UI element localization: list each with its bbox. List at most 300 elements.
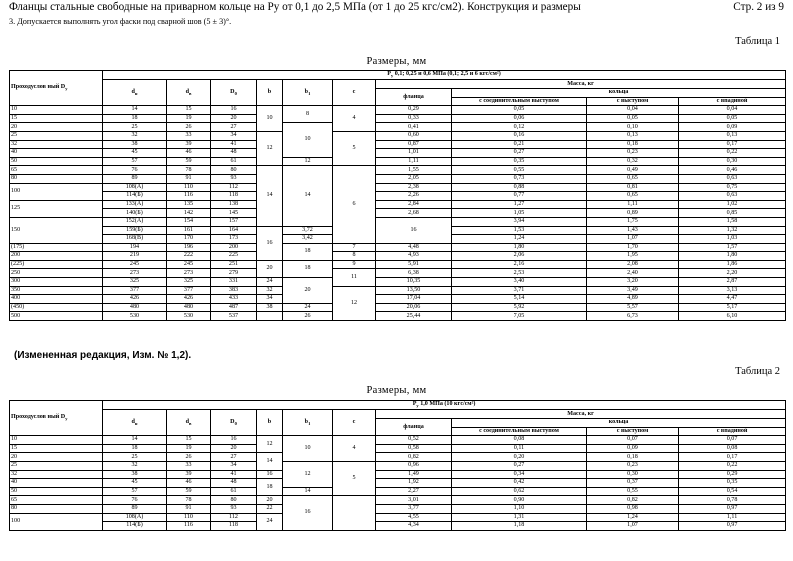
ring-mass-header: кольца xyxy=(452,419,786,428)
cell-b: 14 xyxy=(257,453,283,470)
table1 xyxy=(9,70,786,321)
table-row xyxy=(10,183,786,192)
cell-ring-recess-mass: 0,04 xyxy=(679,106,786,115)
table2-body xyxy=(10,401,786,531)
cell-ring-ledge-mass: 0,23 xyxy=(587,461,679,470)
cell-ring-proj-mass: 1,53 xyxy=(452,226,587,235)
cell-dB: 33 xyxy=(167,461,211,470)
c-header: c xyxy=(333,80,376,106)
cell-flange-mass: 2,38 xyxy=(376,183,452,192)
cell-ring-recess-mass: 2,87 xyxy=(679,278,786,287)
cell-D0: 27 xyxy=(211,453,257,462)
cell-ring-recess-mass: 0,29 xyxy=(679,470,786,479)
cell-b: 16 xyxy=(376,217,452,243)
cell-flange-mass: 2,84 xyxy=(376,200,452,209)
cell-flange-mass: 13,50 xyxy=(376,286,452,295)
ring-proj-header: с соединительным выступом xyxy=(452,427,587,436)
cell-ring-ledge-mass: 0,65 xyxy=(587,174,679,183)
cell-dB: 19 xyxy=(167,114,211,123)
cell-ring-ledge-mass: 2,08 xyxy=(587,260,679,269)
cell-dH: 159(Б) xyxy=(103,226,167,235)
cell-b xyxy=(257,312,283,321)
cell-flange-mass: 4,48 xyxy=(376,243,452,252)
cell-dH: 76 xyxy=(103,496,167,505)
cell-D0: 145 xyxy=(211,209,257,218)
table2 xyxy=(9,400,786,531)
cell-ring-ledge-mass: 1,07 xyxy=(587,522,679,531)
cell-dn: 40 xyxy=(10,149,103,158)
cell-dB: 196 xyxy=(167,243,211,252)
cell-ring-ledge-mass: 0,49 xyxy=(587,166,679,175)
cell-b1: 14 xyxy=(283,166,333,226)
cell-dH: 108(А) xyxy=(103,513,167,522)
cell-ring-ledge-mass: 4,89 xyxy=(587,295,679,304)
cell-flange-mass: 0,41 xyxy=(376,123,452,132)
table-row xyxy=(10,166,786,175)
b-header: b xyxy=(257,410,283,436)
cell-ring-proj-mass: 0,21 xyxy=(452,140,587,149)
cell-flange-mass: 5,91 xyxy=(376,260,452,269)
cell-dB: 110 xyxy=(167,183,211,192)
table2-label: Таблица 2 xyxy=(735,366,780,377)
cell-dn: (450) xyxy=(10,303,103,312)
cell-dB: 46 xyxy=(167,479,211,488)
cell-b: 24 xyxy=(257,278,283,287)
cell-dn: 20 xyxy=(10,123,103,132)
cell-flange-mass: 3,77 xyxy=(376,504,452,513)
table-row xyxy=(10,260,786,269)
cell-ring-recess-mass: 0,97 xyxy=(679,504,786,513)
cell-ring-recess-mass: 1,11 xyxy=(679,513,786,522)
cell-dH: 108(А) xyxy=(103,183,167,192)
cell-dB: 480 xyxy=(167,303,211,312)
dn-header: Проходуслов ный $D_y$ xyxy=(10,71,103,106)
cell-D0: 80 xyxy=(211,166,257,175)
cell-dH: 57 xyxy=(103,487,167,496)
D0-header: $D_0$ xyxy=(211,410,257,436)
cell-D0: 48 xyxy=(211,479,257,488)
table-row xyxy=(10,461,786,470)
dH-header: $d_н$ xyxy=(103,410,167,436)
cell-ring-recess-mass: 0,22 xyxy=(679,461,786,470)
cell-dn: 65 xyxy=(10,496,103,505)
pressure-header: $P_y$ 0,1; 0,25 и 0,6 МПа (0,1; 2,5 и 6 кгс/см²) xyxy=(103,71,786,80)
cell-ring-ledge-mass: 0,98 xyxy=(587,504,679,513)
cell-dn: 150 xyxy=(10,217,103,243)
cell-ring-proj-mass: 0,73 xyxy=(452,174,587,183)
table-row xyxy=(10,303,786,312)
cell-dn: 40 xyxy=(10,479,103,488)
cell-b: 16 xyxy=(257,470,283,479)
cell-ring-proj-mass: 0,08 xyxy=(452,436,587,445)
mass-header: Масса, кг xyxy=(376,410,786,419)
cell-ring-recess-mass: 0,46 xyxy=(679,166,786,175)
cell-ring-proj-mass: 0,34 xyxy=(452,470,587,479)
cell-ring-recess-mass: 0,63 xyxy=(679,192,786,201)
header-row xyxy=(10,80,786,89)
table-row xyxy=(10,479,786,488)
cell-flange-mass: 1,92 xyxy=(376,479,452,488)
table-row xyxy=(10,252,786,261)
cell-b1: 10 xyxy=(283,436,333,462)
cell-dn: 32 xyxy=(10,140,103,149)
cell-D0: 173 xyxy=(211,235,257,244)
cell-b: 18 xyxy=(283,243,333,260)
cell-D0: 279 xyxy=(211,269,257,278)
cell-flange-mass: 20,06 xyxy=(376,303,452,312)
page-number: Стр. 2 из 9 xyxy=(733,1,784,13)
cell-dH: 25 xyxy=(103,123,167,132)
cell-ring-ledge-mass: 0,65 xyxy=(587,192,679,201)
cell-ring-proj-mass: 1,80 xyxy=(452,243,587,252)
cell-c: 6 xyxy=(333,166,376,243)
cell-D0: 118 xyxy=(211,192,257,201)
cell-ring-ledge-mass: 0,04 xyxy=(587,106,679,115)
cell-dn: 80 xyxy=(10,504,103,513)
cell-dH: 45 xyxy=(103,149,167,158)
cell-ring-ledge-mass: 2,40 xyxy=(587,269,679,278)
cell-ring-proj-mass: 3,40 xyxy=(452,278,587,287)
cell-ring-ledge-mass: 0,37 xyxy=(587,479,679,488)
cell-ring-ledge-mass: 0,82 xyxy=(587,496,679,505)
pressure-header: $P_y$ 1,0 МПа (10 кгс/см²) xyxy=(103,401,786,410)
cell-dn: 10 xyxy=(10,106,103,115)
cell-ring-recess-mass: 0,54 xyxy=(679,487,786,496)
cell-dH: 57 xyxy=(103,157,167,166)
cell-c xyxy=(333,496,376,530)
cell-dn: 65 xyxy=(10,166,103,175)
dH-header: $d_н$ xyxy=(103,80,167,106)
table-row xyxy=(10,243,786,252)
cell-dH: 76 xyxy=(103,166,167,175)
table-row xyxy=(10,149,786,158)
table-row xyxy=(10,106,786,115)
cell-dB: 78 xyxy=(167,496,211,505)
cell-dH: 25 xyxy=(103,453,167,462)
cell-dH: 14 xyxy=(103,106,167,115)
cell-dB: 15 xyxy=(167,436,211,445)
cell-dn: 50 xyxy=(10,157,103,166)
cell-dn: 15 xyxy=(10,114,103,123)
table-row xyxy=(10,453,786,462)
cell-dB: 39 xyxy=(167,140,211,149)
cell-b: 32 xyxy=(257,286,283,295)
cell-ring-recess-mass: 0,75 xyxy=(679,183,786,192)
cell-ring-recess-mass: 0,78 xyxy=(679,496,786,505)
cell-dB: 222 xyxy=(167,252,211,261)
cell-flange-mass: 1,49 xyxy=(376,470,452,479)
cell-dH: 114(Б) xyxy=(103,192,167,201)
flange-mass-header: фланца xyxy=(376,419,452,436)
cell-flange-mass: 0,29 xyxy=(376,106,452,115)
cell-D0: 118 xyxy=(211,522,257,531)
cell-b1: 26 xyxy=(283,312,333,321)
cell-flange-mass: 3,42 xyxy=(283,235,333,244)
cell-D0: 93 xyxy=(211,504,257,513)
table-row xyxy=(10,487,786,496)
cell-D0: 433 xyxy=(211,295,257,304)
table-row xyxy=(10,286,786,295)
cell-b: 34 xyxy=(257,295,283,304)
b1-header: $b_1$ xyxy=(283,410,333,436)
cell-flange-mass: 17,04 xyxy=(376,295,452,304)
cell-flange-mass: 6,38 xyxy=(376,269,452,278)
cell-dB: 142 xyxy=(167,209,211,218)
cell-flange-mass: 1,55 xyxy=(376,166,452,175)
cell-dB: 91 xyxy=(167,504,211,513)
b-header: b xyxy=(257,80,283,106)
cell-D0: 20 xyxy=(211,114,257,123)
note-chamfer: 3. Допускается выполнять угол фаски под сварной шов (5 ± 3)°. xyxy=(9,17,232,26)
cell-ring-proj-mass: 3,71 xyxy=(452,286,587,295)
table1-title: Размеры, мм xyxy=(366,56,427,67)
table-row xyxy=(10,522,786,531)
cell-dn: 300 xyxy=(10,278,103,287)
cell-ring-ledge-mass: 0,89 xyxy=(587,209,679,218)
cell-ring-proj-mass: 0,35 xyxy=(452,157,587,166)
cell-dB: 110 xyxy=(167,513,211,522)
cell-dH: 14 xyxy=(103,436,167,445)
cell-b1: 16 xyxy=(257,226,283,260)
cell-ring-proj-mass: 1,24 xyxy=(452,235,587,244)
cell-D0: 34 xyxy=(211,461,257,470)
cell-ring-recess-mass: 0,30 xyxy=(679,157,786,166)
cell-b: 22 xyxy=(257,504,283,513)
cell-ring-recess-mass: 1,57 xyxy=(679,243,786,252)
cell-dn: 10 xyxy=(10,436,103,445)
cell-flange-mass: 1,01 xyxy=(376,149,452,158)
dB-header: $d_в$ xyxy=(167,80,211,106)
cell-flange-mass: 4,55 xyxy=(376,513,452,522)
cell-dn: 200 xyxy=(10,252,103,261)
cell-b1: 12 xyxy=(283,157,333,166)
cell-ring-ledge-mass: 1,70 xyxy=(587,243,679,252)
table-row xyxy=(10,131,786,140)
cell-dH: 89 xyxy=(103,504,167,513)
cell-ring-proj-mass: 1,75 xyxy=(587,217,679,226)
cell-ring-ledge-mass: 1,11 xyxy=(587,200,679,209)
cell-D0: 27 xyxy=(211,123,257,132)
ring-ledge-header: с выступом xyxy=(587,427,679,436)
cell-ring-ledge-mass: 1,43 xyxy=(587,226,679,235)
header-row xyxy=(10,401,786,410)
cell-flange-mass: 0,58 xyxy=(376,444,452,453)
cell-c: 4 xyxy=(333,436,376,462)
cell-c: 9 xyxy=(333,260,376,269)
cell-b: 12 xyxy=(257,436,283,453)
cell-ring-recess-mass: 0,97 xyxy=(679,522,786,531)
ring-recess-header: с впадиной xyxy=(679,427,786,436)
cell-ring-recess-mass: 6,10 xyxy=(679,312,786,321)
cell-dB: 19 xyxy=(167,444,211,453)
cell-ring-ledge-mass: 0,30 xyxy=(587,470,679,479)
cell-dn: 80 xyxy=(10,174,103,183)
cell-dH: 38 xyxy=(103,140,167,149)
cell-D0: 16 xyxy=(211,436,257,445)
c-header: c xyxy=(333,410,376,436)
cell-ring-ledge-mass: 0,05 xyxy=(587,114,679,123)
cell-c: 4 xyxy=(333,106,376,132)
cell-c: 5 xyxy=(333,461,376,495)
cell-flange-mass: 3,01 xyxy=(376,496,452,505)
cell-dB: 26 xyxy=(167,123,211,132)
cell-dH: 38 xyxy=(103,470,167,479)
cell-dB: 116 xyxy=(167,192,211,201)
cell-b1: 8 xyxy=(283,106,333,123)
cell-b: 10 xyxy=(257,106,283,132)
flange-mass-header: фланца xyxy=(376,89,452,106)
cell-ring-recess-mass: 0,17 xyxy=(679,453,786,462)
cell-flange-mass: 2,68 xyxy=(376,209,452,218)
table2-title: Размеры, мм xyxy=(366,385,427,396)
table-row xyxy=(10,174,786,183)
cell-D0: 112 xyxy=(211,513,257,522)
cell-ring-ledge-mass: 3,20 xyxy=(587,278,679,287)
cell-ring-recess-mass: 0,17 xyxy=(679,140,786,149)
cell-ring-proj-mass: 0,88 xyxy=(452,183,587,192)
cell-dH: 32 xyxy=(103,461,167,470)
cell-flange-mass: 2,27 xyxy=(376,487,452,496)
cell-ring-recess-mass: 1,03 xyxy=(679,235,786,244)
cell-ring-recess-mass: 0,63 xyxy=(679,174,786,183)
cell-ring-ledge-mass: 3,49 xyxy=(587,286,679,295)
D0-header: $D_0$ xyxy=(211,80,257,106)
cell-dB: 59 xyxy=(167,157,211,166)
cell-flange-mass: 3,94 xyxy=(452,217,587,226)
cell-dB: 135 xyxy=(167,200,211,209)
cell-flange-mass: 4,93 xyxy=(376,252,452,261)
cell-D0: 157 xyxy=(211,217,257,226)
cell-dn: 15 xyxy=(10,444,103,453)
cell-ring-proj-mass: 1,18 xyxy=(452,522,587,531)
cell-ring-proj-mass: 0,55 xyxy=(452,166,587,175)
cell-dB: 46 xyxy=(167,149,211,158)
cell-dH: 133(А) xyxy=(103,200,167,209)
table-row xyxy=(10,312,786,321)
cell-dH: 32 xyxy=(103,131,167,140)
cell-ring-ledge-mass: 5,57 xyxy=(587,303,679,312)
cell-b: 24 xyxy=(257,513,283,530)
cell-dH: 18 xyxy=(103,444,167,453)
revision-note: (Измененная редакция, Изм. № 1,2). xyxy=(14,350,192,361)
cell-ring-ledge-mass: 0,18 xyxy=(587,140,679,149)
dn-header: Проходуслов ный $D_y$ xyxy=(10,401,103,436)
cell-flange-mass: 2,26 xyxy=(376,192,452,201)
cell-ring-ledge-mass: 1,95 xyxy=(587,252,679,261)
cell-ring-proj-mass: 2,06 xyxy=(452,252,587,261)
cell-dn: (175) xyxy=(10,243,103,252)
cell-dB: 59 xyxy=(167,487,211,496)
cell-ring-proj-mass: 0,42 xyxy=(452,479,587,488)
cell-ring-ledge-mass: 0,09 xyxy=(587,444,679,453)
cell-ring-recess-mass: 0,05 xyxy=(679,114,786,123)
cell-dH: 530 xyxy=(103,312,167,321)
cell-dn: (225) xyxy=(10,260,103,269)
cell-D0: 383 xyxy=(211,286,257,295)
cell-ring-proj-mass: 0,90 xyxy=(452,496,587,505)
cell-ring-proj-mass: 0,27 xyxy=(452,149,587,158)
header-row xyxy=(10,410,786,419)
ring-ledge-header: с выступом xyxy=(587,97,679,106)
b1-header: $b_1$ xyxy=(283,80,333,106)
cell-b: 38 xyxy=(257,303,283,312)
cell-ring-recess-mass: 0,85 xyxy=(679,209,786,218)
ring-mass-header: кольца xyxy=(452,89,786,98)
cell-D0: 164 xyxy=(211,226,257,235)
cell-b: 14 xyxy=(257,166,283,226)
cell-D0: 80 xyxy=(211,496,257,505)
table-row xyxy=(10,123,786,132)
cell-dB: 161 xyxy=(167,226,211,235)
mass-header: Масса, кг xyxy=(376,80,786,89)
cell-ring-proj-mass: 0,62 xyxy=(452,487,587,496)
table-row xyxy=(10,278,786,287)
cell-b1: 10 xyxy=(283,123,333,157)
cell-dH: 114(Б) xyxy=(103,522,167,531)
table-row xyxy=(10,513,786,522)
cell-dB: 26 xyxy=(167,453,211,462)
cell-flange-mass: 1,11 xyxy=(376,157,452,166)
cell-dH: 152(А) xyxy=(103,217,167,226)
cell-c: 11 xyxy=(333,269,376,286)
cell-ring-recess-mass: 4,47 xyxy=(679,295,786,304)
table-row xyxy=(10,192,786,201)
cell-D0: 16 xyxy=(211,106,257,115)
cell-flange-mass: 0,60 xyxy=(376,131,452,140)
cell-D0: 93 xyxy=(211,174,257,183)
cell-ring-recess-mass: 2,20 xyxy=(679,269,786,278)
cell-dH: 219 xyxy=(103,252,167,261)
cell-ring-ledge-mass: 6,73 xyxy=(587,312,679,321)
table-row xyxy=(10,496,786,505)
cell-dB: 245 xyxy=(167,260,211,269)
cell-D0: 251 xyxy=(211,260,257,269)
cell-ring-ledge-mass: 0,10 xyxy=(587,123,679,132)
cell-dH: 18 xyxy=(103,114,167,123)
cell-D0: 41 xyxy=(211,140,257,149)
cell-D0: 537 xyxy=(211,312,257,321)
cell-dB: 377 xyxy=(167,286,211,295)
cell-ring-recess-mass: 0,08 xyxy=(679,444,786,453)
cell-ring-recess-mass: 0,09 xyxy=(679,123,786,132)
table-row xyxy=(10,209,786,218)
cell-dB: 273 xyxy=(167,269,211,278)
cell-dH: 89 xyxy=(103,174,167,183)
cell-b1: 20 xyxy=(283,278,333,304)
cell-D0: 34 xyxy=(211,131,257,140)
cell-ring-proj-mass: 0,77 xyxy=(452,192,587,201)
dB-header: $d_в$ xyxy=(167,410,211,436)
ring-recess-header: с впадиной xyxy=(679,97,786,106)
cell-ring-proj-mass: 2,53 xyxy=(452,269,587,278)
cell-ring-proj-mass: 7,05 xyxy=(452,312,587,321)
cell-c: 7 xyxy=(333,243,376,252)
cell-ring-proj-mass: 2,16 xyxy=(452,260,587,269)
cell-D0: 61 xyxy=(211,157,257,166)
cell-b: 20 xyxy=(257,260,283,277)
cell-ring-proj-mass: 0,06 xyxy=(452,114,587,123)
cell-flange-mass: 2,05 xyxy=(376,174,452,183)
cell-b: 20 xyxy=(257,496,283,505)
cell-ring-recess-mass: 0,22 xyxy=(679,149,786,158)
cell-dn: 350 xyxy=(10,286,103,295)
cell-ring-ledge-mass: 0,07 xyxy=(587,436,679,445)
table-row xyxy=(10,444,786,453)
cell-dn: 400 xyxy=(10,295,103,304)
cell-flange-mass: 3,72 xyxy=(283,226,333,235)
cell-b: 12 xyxy=(257,131,283,165)
cell-flange-mass: 4,34 xyxy=(376,522,452,531)
